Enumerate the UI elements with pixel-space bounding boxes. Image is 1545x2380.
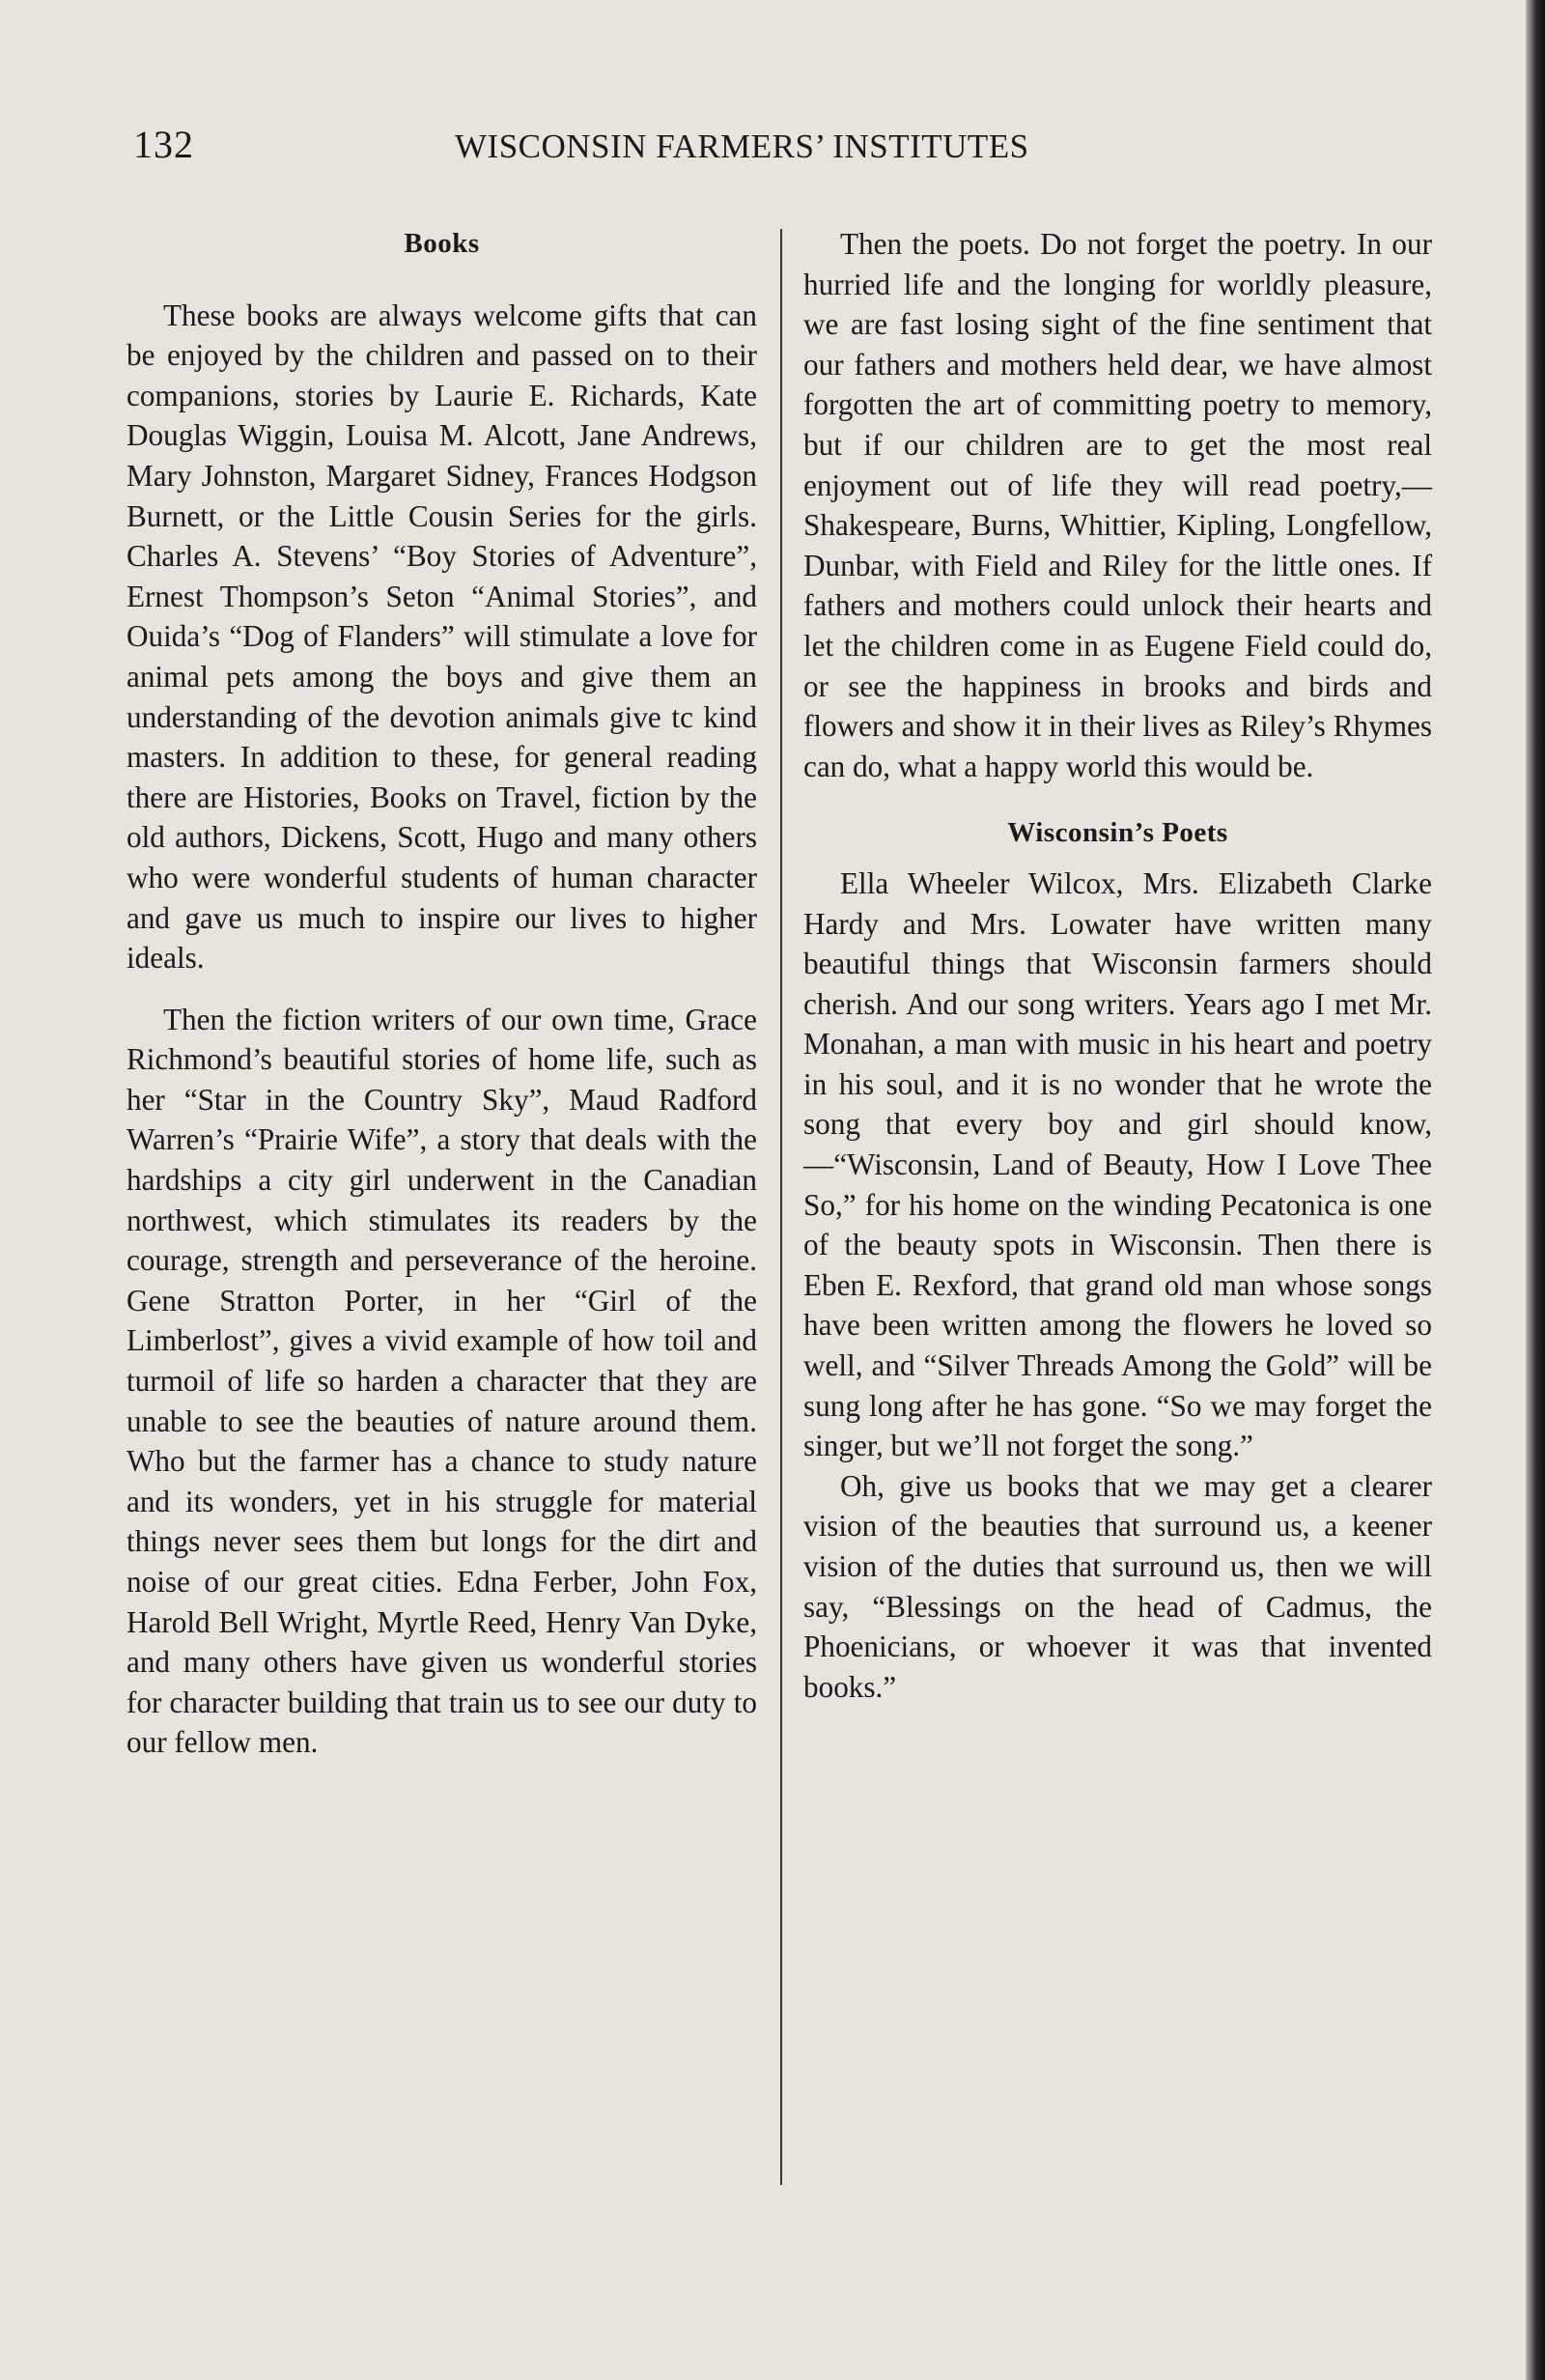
column-divider (780, 229, 782, 2185)
page-number: 132 (133, 123, 194, 166)
page-spine-shadow (1526, 0, 1545, 2380)
left-column (126, 224, 757, 1763)
paragraph: These books are always welcome gifts that can be enjoyed by the children and passed on to their companions, stories by Laurie E. Richards, Kate Douglas Wiggin, Louisa M. Alcott, Jane Andrews, Mary Johnston, Margaret Sidney, Frances Hodgson Burnett, or the Little Cousin Series for the girls. Charles A. Stevens’ “Boy Stories of Adventure”, Ernest Thompson’s Seton “Animal Stories”, and Ouida’s “Dog of Flanders” will stimulate a love for animal pets among the boys and give them an understanding of the devotion animals give tc kind masters. In addition to these, for general reading there are Histories, Books on Travel, fiction by the old authors, Dickens, Scott, Hugo and many others who were wonderful students of human character and gave us much to inspire our lives to higher ideals. (126, 298, 757, 976)
paragraph: Ella Wheeler Wilcox, Mrs. Elizabeth Clarke Hardy and Mrs. Lowater have written many beautiful things that Wisconsin farmers should cherish. And our song writers. Years ago I met Mr. Monahan, a man with music in his heart and poetry in his soul, and it is no wonder that he wrote the song that every boy and girl should know,—“Wisconsin, Land of Beauty, How I Love Thee So,” for his home on the winding Pecatonica is one of the beauty spots in Wisconsin. Then there is Eben E. Rexford, that grand old man whose songs have been written among the flowers he loved so well, and “Silver Threads Among the Gold” will be sung long after he has gone. “So we may forget the singer, but we’ll not forget the song.” (803, 865, 1432, 1463)
section-heading-books: Books (404, 228, 480, 259)
right-column (803, 224, 1432, 1707)
page-header (133, 122, 1128, 180)
paragraph: Then the poets. Do not forget the poetry. In our hurried life and the longing for worldly pleasure, we are fast losing sight of the fine sentiment that our fathers and mothers held dear, we have almost forgotten the art of committing poetry to memory, but if our children are to get the most real enjoyment out of life they will read poetry,—Shakespeare, Burns, Whittier, Kipling, Longfellow, Dunbar, with Field and Riley for the little ones. If fathers and mothers could unlock their hearts and let the children come in as Eugene Field could do, or see the happiness in brooks and birds and flowers and show it in their lives as Riley’s Rhymes can do, what a happy world this would be. (803, 227, 1432, 783)
running-head: WISCONSIN FARMERS’ INSTITUTES (455, 128, 1029, 165)
paragraph: Oh, give us books that we may get a clearer vision of the beauties that surround us, a keener vision of the duties that surround us, then we will say, “Blessings on the head of Cadmus, the Phoenicians, or whoever it was that invented books.” (803, 1468, 1432, 1704)
paragraph: Then the fiction writers of our own time, Grace Richmond’s beautiful stories of home life, such as her “Star in the Country Sky”, Maud Radford Warren’s “Prairie Wife”, a story that deals with the hardships a city girl underwent in the Canadian northwest, which stimulates its readers by the courage, strength and perseverance of the heroine. Gene Stratton Porter, in her “Girl of the Limberlost”, gives a vivid example of how toil and turmoil of life so harden a character that they are unable to see the beauties of nature around them. Who but the farmer has a chance to study nature and its wonders, yet in his struggle for material things never sees them but longs for the dirt and noise of our great cities. Edna Ferber, John Fox, Harold Bell Wright, Myrtle Reed, Henry Van Dyke, and many others have given us wonderful stories for character building that train us to see our duty to our fellow men. (126, 1002, 757, 1760)
section-heading-wisconsins-poets: Wisconsin’s Poets (1007, 817, 1228, 849)
